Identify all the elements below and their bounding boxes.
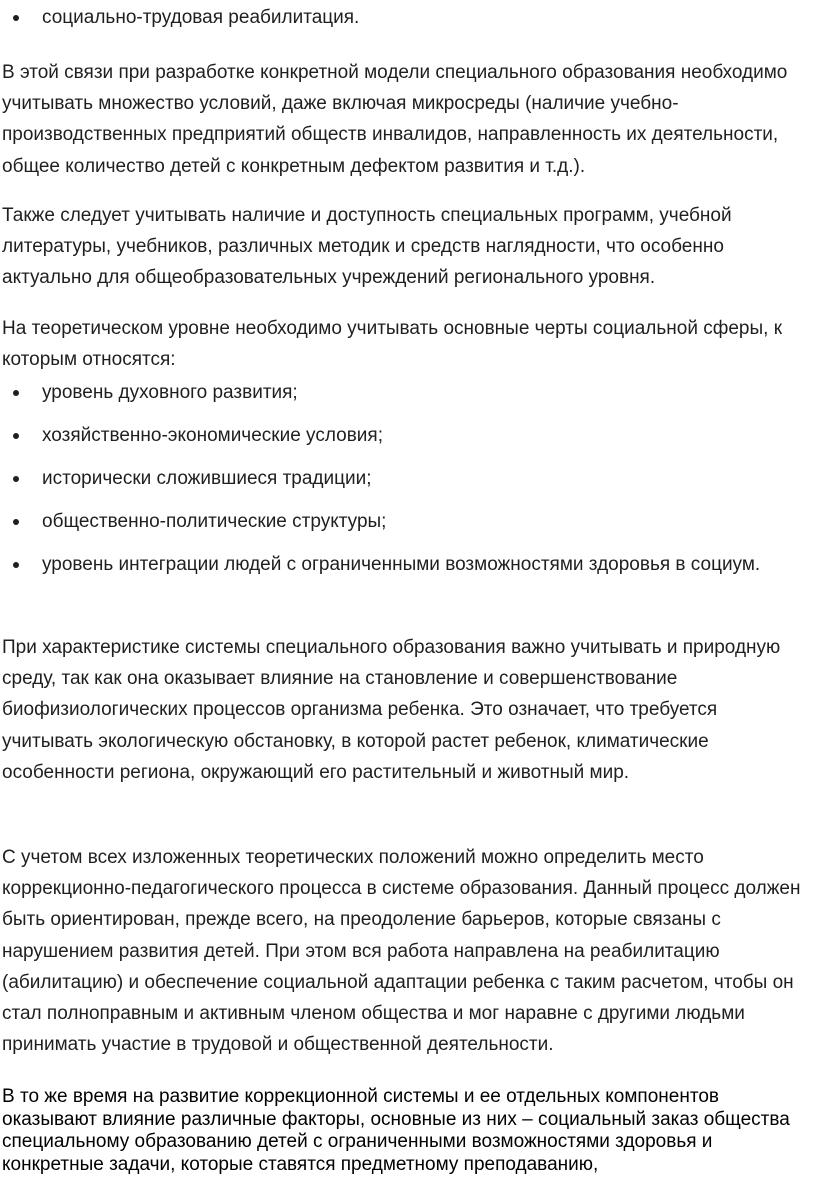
bullet-icon — [13, 15, 19, 21]
paragraph-natural-environment: При характеристике системы специального образования важно учитывать и природную среду, так как она оказывает влияние на становление и совершенствование биофизиологических процессов организма ребенка. Это означает, что требуется учитывать экологическую обстановку, в которой растет ребенок, климатические особенности региона, окружающий его растительный и животный мир. — [2, 637, 781, 783]
list-item — [0, 420, 816, 451]
list-item-text: общественно-политические структуры; — [42, 511, 387, 532]
list-item — [0, 377, 816, 408]
list-item — [0, 549, 816, 580]
bullet-icon — [13, 390, 19, 396]
list-item-text: уровень духовного развития; — [42, 382, 298, 403]
list-item-text: хозяйственно-экономические условия; — [42, 425, 383, 446]
list-item — [0, 506, 816, 537]
paragraph-factors: В то же время на развитие коррекционной системы и ее отдельных компонентов оказывают влияние различные факторы, основные из них – социальный заказ общества специальному образованию детей с ограниченными возможностями здоровья и конкретные задачи, которые ставятся предметному преподаванию, — [2, 1086, 790, 1175]
list-item-text: уровень интеграции людей с ограниченными возможностями здоровья в социум. — [42, 554, 761, 575]
list-item-text: исторически сложившиеся традиции; — [42, 468, 372, 489]
paragraph-correctional-process: С учетом всех изложенных теоретических положений можно определить место коррекционно-педагогического процесса в системе образования. Данный процесс должен быть ориентирован, прежде всего, на преодоление барьеров, которые связаны с нарушением развития детей. При этом вся работа направлена на реабилитацию (абилитацию) и обеспечение социальной адаптации ребенка с таким расчетом, чтобы он стал полноправным и активным членом общества и мог наравне с другими людьми принимать участие в трудовой и общественной деятельности. — [2, 847, 801, 1056]
paragraph-programs: Также следует учитывать наличие и доступность специальных программ, учебной литературы, учебников, различных методик и средств наглядности, что особенно актуально для общеобразовательных учреждений регионального уровня. — [2, 205, 732, 289]
paragraph-social-sphere: На теоретическом уровне необходимо учитывать основные черты социальной сферы, к которым относятся: — [2, 318, 783, 371]
list-item-text: социально-трудовая реабилитация. — [42, 7, 360, 28]
bullet-icon — [13, 562, 19, 568]
list-item — [0, 2, 816, 33]
bullet-icon — [13, 476, 19, 482]
list-item — [0, 463, 816, 494]
paragraph-microenvironment: В этой связи при разработке конкретной модели специального образования необходимо учитывать множество условий, даже включая микросреды (наличие учебно-производственных предприятий обществ инвалидов, направленность их деятельности, общее количество детей с конкретным дефектом развития и т.д.). — [2, 62, 788, 177]
bullet-icon — [13, 433, 19, 439]
social-sphere-features-list — [0, 377, 816, 592]
bullet-icon — [13, 519, 19, 525]
rehabilitation-list — [0, 2, 816, 33]
